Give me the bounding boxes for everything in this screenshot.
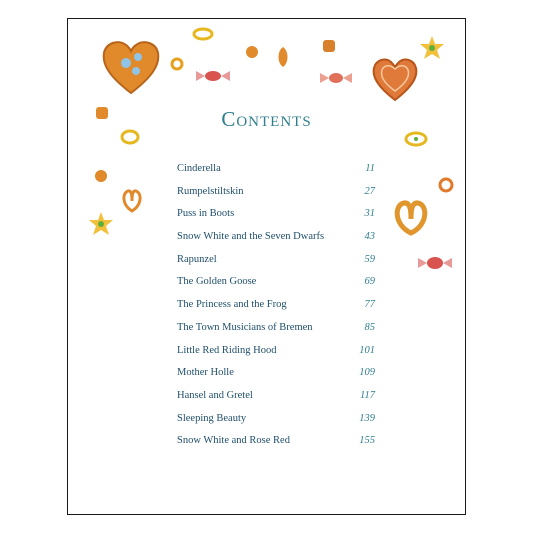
toc-entry-title: Little Red Riding Hood — [177, 344, 277, 356]
toc-entry-page: 77 — [364, 299, 375, 311]
ring-cookie-icon — [192, 27, 214, 41]
toc-entry[interactable] — [177, 345, 375, 368]
book-page — [67, 18, 466, 515]
cookie-icon — [245, 45, 259, 59]
toc-entry-title: Snow White and Rose Red — [177, 435, 290, 447]
toc-entry-title: The Golden Goose — [177, 276, 257, 288]
toc-entry-title: Rapunzel — [177, 253, 217, 265]
candy-icon — [320, 71, 352, 85]
toc-entry-title: Cinderella — [177, 163, 221, 174]
toc-entry[interactable] — [177, 367, 375, 390]
star-cookie-icon — [88, 211, 114, 237]
toc-entry-title: Rumpelstiltskin — [177, 185, 244, 197]
toc-entry-page: 11 — [365, 163, 375, 174]
toc-entry-page: 43 — [364, 231, 375, 243]
ring-cookie-icon — [170, 57, 184, 71]
toc-entry[interactable] — [177, 208, 375, 231]
pretzel-icon — [274, 45, 292, 69]
cookie-icon — [94, 169, 108, 183]
table-of-contents — [177, 163, 375, 458]
toc-entry-page: 155 — [359, 435, 375, 447]
toc-entry-title: Sleeping Beauty — [177, 412, 247, 424]
ring-cookie-icon — [404, 131, 428, 147]
toc-entry-page: 101 — [359, 344, 375, 356]
toc-entry[interactable] — [177, 435, 375, 458]
toc-entry-page: 27 — [364, 185, 375, 197]
page-title: Contents — [221, 107, 312, 131]
pretzel-icon — [390, 197, 432, 237]
toc-entry-title: Hansel and Gretel — [177, 389, 253, 401]
toc-entry-title: Mother Holle — [177, 367, 234, 379]
toc-entry[interactable] — [177, 322, 375, 345]
ring-cookie-icon — [438, 177, 454, 193]
cookie-icon — [322, 39, 336, 53]
toc-entry[interactable] — [177, 390, 375, 413]
candy-icon — [196, 69, 230, 83]
toc-entry[interactable] — [177, 254, 375, 277]
toc-entry[interactable] — [177, 413, 375, 436]
toc-entry[interactable] — [177, 276, 375, 299]
toc-entry-page: 109 — [359, 367, 375, 379]
toc-entry-title: The Town Musicians of Bremen — [177, 321, 313, 333]
toc-entry[interactable] — [177, 163, 375, 186]
star-cookie-icon — [419, 35, 445, 61]
toc-entry-title: The Princess and the Frog — [177, 299, 287, 311]
toc-entry-title: Snow White and the Seven Dwarfs — [177, 231, 325, 243]
toc-entry[interactable] — [177, 186, 375, 209]
pretzel-icon — [120, 187, 144, 213]
toc-entry-page: 139 — [359, 412, 375, 424]
gingerbread-heart-icon — [100, 37, 162, 97]
candy-icon — [418, 255, 452, 271]
toc-entry-page: 59 — [364, 253, 375, 265]
toc-entry-page: 69 — [364, 276, 375, 288]
toc-entry-page: 117 — [360, 389, 375, 401]
toc-entry-page: 85 — [364, 321, 375, 333]
toc-entry-page: 31 — [364, 208, 375, 220]
toc-entry[interactable] — [177, 231, 375, 254]
toc-entry-title: Puss in Boots — [177, 208, 235, 220]
gingerbread-heart-icon — [370, 55, 420, 103]
toc-entry[interactable] — [177, 299, 375, 322]
